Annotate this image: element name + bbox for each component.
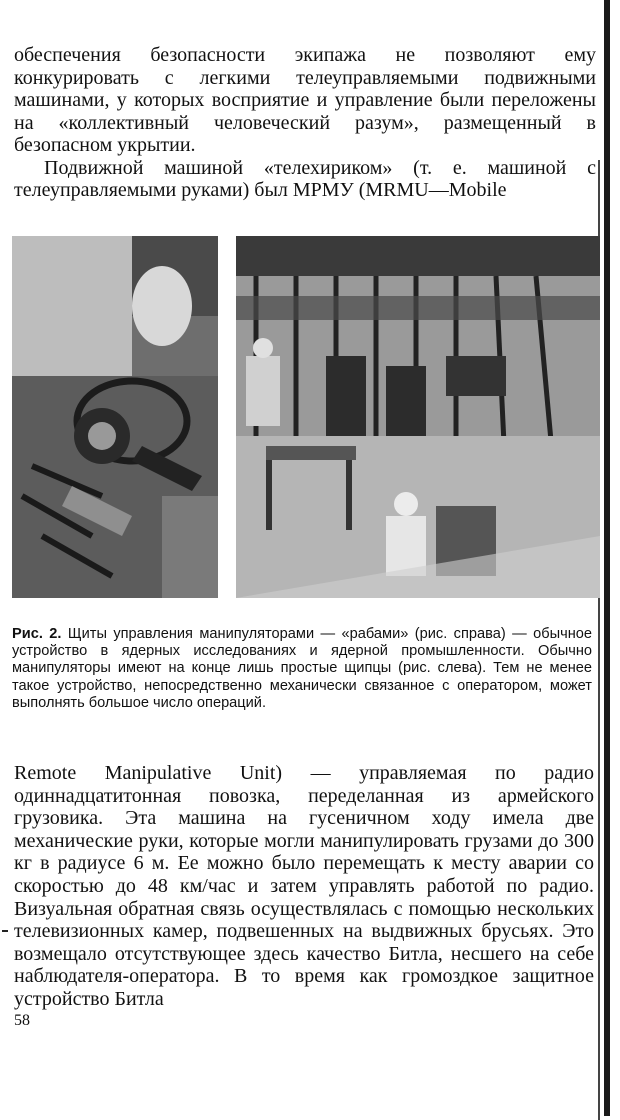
- page-edge-shadow: [604, 0, 610, 1116]
- body-text-top: [14, 44, 596, 202]
- body-text-bottom: [14, 762, 594, 1011]
- figure-caption-label: Рис. 2.: [12, 626, 62, 642]
- figure-caption: [12, 626, 592, 712]
- paragraph: Remote Manipulative Unit) — управляемая по радио одиннадцатитонная повозка, переделанная из армейского грузовика. Эта машина на гусеничном ходу имела две механические руки, которые могли манипулировать грузами до 300 кг в радиусе 6 м. Ее можно было перемещать к месту аварии со скоростью до 48 км/час и затем управлять работой по радио. Визуальная обратная связь осуществлялась с помощью нескольких телевизионных камер, подвешенных на выдвижных брусьях. Это возмещало отсутствующее здесь качество Битла, несшего на себе наблюдателя-оператора. В то время как громоздкое защитное устройство Битла: [14, 762, 594, 1010]
- margin-mark: [2, 930, 8, 932]
- photo-left-illustration: [12, 236, 218, 598]
- paragraph: Подвижной машиной «телехириком» (т. е. машиной с телеуправляемыми руками) был МРМУ (MRMU—Mobile: [14, 156, 596, 201]
- photo-right-control-panels: [236, 236, 600, 598]
- photo-left-manipulator-tongs: [12, 236, 218, 598]
- figure-caption-text: Щиты управления манипуляторами — «рабами» (рис. справа) — обычное устройство в ядерных исследованиях и ядерной промышленности. Обычно манипуляторы имеют на конце лишь простые щипцы (рис. слева). Тем не менее такое устройство, непосредственно механически связанное с оператором, может выполнять большое число операций.: [12, 626, 592, 711]
- photo-right-illustration: [236, 236, 600, 598]
- paragraph: обеспечения безопасности экипажа не позволяют ему конкурировать с легкими телеуправляемыми подвижными машинами, у которых восприятие и управление были переложены на «коллективный человеческий разум», размещенный в безопасном укрытии.: [14, 44, 596, 156]
- page-number: 58: [14, 1012, 30, 1029]
